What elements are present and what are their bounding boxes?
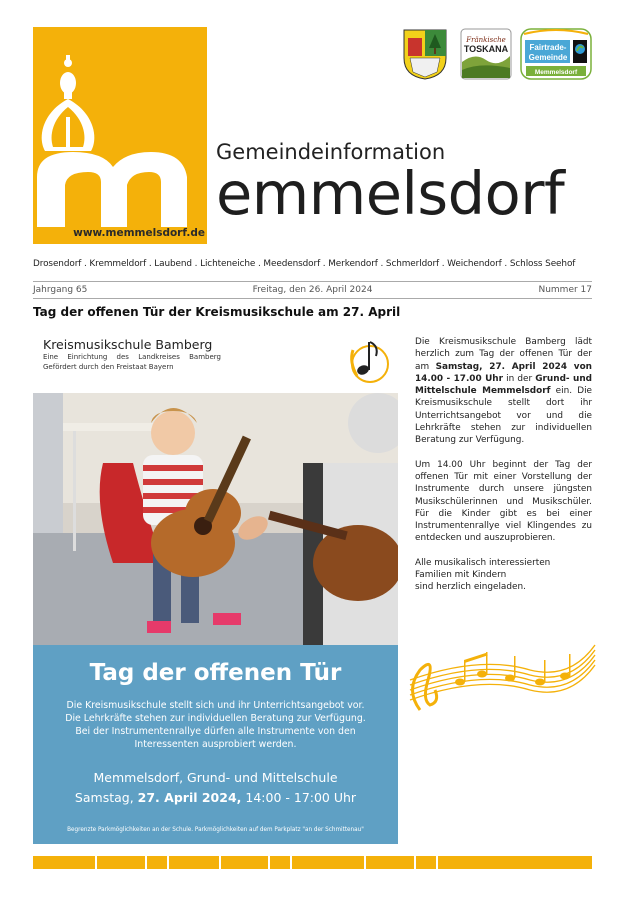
- music-notes-decoration-icon: [400, 640, 600, 715]
- footer-bar-segment: [97, 856, 145, 869]
- event-location: Memmelsdorf, Grund- und Mittelschule: [93, 770, 338, 785]
- article-headline: Tag der offenen Tür der Kreismusikschule am 27. April: [33, 305, 401, 319]
- event-date-prefix: Samstag,: [74, 790, 138, 805]
- fairtrade-place: Memmelsdorf: [534, 69, 578, 76]
- flyer-text-line: Bei der Instrumentenrallye dürfen alle Instrumente von den: [75, 726, 356, 737]
- text-run-bold: Samstag, 27. April 2024 von 14.00 - 17.00 Uhr: [415, 361, 592, 384]
- logo-memmelsdorf: [33, 27, 207, 244]
- article-paragraph: [415, 336, 592, 447]
- music-note-logo-icon: [343, 332, 393, 387]
- publication-title: emmelsdorf: [216, 159, 565, 228]
- toskana-script: Fränkische: [466, 36, 506, 44]
- footer-bar-segment: [366, 856, 414, 869]
- fairtrade-line1: Fairtrade-: [529, 43, 567, 52]
- toskana-badge-icon: [460, 28, 512, 80]
- footer-bar-segment: [221, 856, 268, 869]
- fairtrade-line2: Gemeinde: [528, 53, 568, 62]
- footer-bar-segment: [416, 856, 436, 869]
- flyer-title: Tag der offenen Tür: [89, 660, 342, 686]
- jahrgang: Jahrgang 65: [33, 285, 88, 295]
- text-line: Alle musikalisch interessierten: [415, 557, 551, 568]
- footer-bar-segment: [33, 856, 95, 869]
- fairtrade-badge-icon: [520, 28, 592, 80]
- coat-of-arms-icon: [402, 28, 448, 80]
- school-subline: Eine Einrichtung des Landkreises Bamberg: [43, 353, 221, 361]
- toskana-label: TOSKANA: [463, 44, 509, 54]
- text-run: Die Kreismusikschule Bamberg lädt herzlich zum Tag der offenen Tür der am: [415, 337, 592, 372]
- text-line: Familien mit Kindern: [415, 570, 507, 581]
- article-paragraph: [415, 557, 592, 594]
- event-time: 14:00 - 17:00 Uhr: [241, 790, 357, 805]
- footer-bar-segment: [169, 856, 219, 869]
- text-run: ein. Die Kreismusikschule stellt dort ihr Unterrichtsangebot vor und die Lehrkräfte stehen zur individuellen Beratung zur Verfügung.: [415, 386, 592, 446]
- school-name: Kreismusikschule Bamberg: [43, 337, 213, 352]
- footer-bar-segment: [292, 856, 364, 869]
- text-line: sind herzlich eingeladen.: [415, 582, 526, 593]
- issue-number: Nummer 17: [538, 285, 592, 295]
- church-tower-m-icon: [33, 27, 207, 244]
- event-date-bold: 27. April 2024,: [137, 790, 242, 805]
- event-date: [33, 790, 398, 805]
- flyer-text-line: Die Lehrkräfte stehen zur individuellen Beratung zur Verfügung.: [65, 713, 366, 724]
- footer-bar-segment: [438, 856, 592, 869]
- district-list: Drosendorf . Kremmeldorf . Laubend . Lichteneiche . Meedensdorf . Merkendorf . Schmerldorf . Weichendorf . Schloss Seehof: [33, 259, 576, 269]
- footer-bar-segment: [270, 856, 290, 869]
- flyer-description: [43, 699, 388, 751]
- article-body: [415, 336, 592, 606]
- article-paragraph: Um 14.00 Uhr beginnt der Tag der offenen Tür mit einer Vorstellung der Instrumente durch unsere jüngsten Musikschülerinnen und Musikschüler. Für die Kinder gibt es bei einer Instrumentenrallye viel Klingendes zu entdecken und auszuprobieren.: [415, 459, 592, 544]
- website-url[interactable]: www.memmelsdorf.de: [73, 227, 205, 239]
- flyer-text-line: Die Kreismusikschule stellt sich und ihr Unterrichtsangebot vor.: [66, 700, 365, 711]
- publication-subtitle: Gemeindeinformation: [216, 140, 446, 164]
- text-run-bold: Grund- und Mittelschule Memmelsdorf: [415, 373, 593, 397]
- footer-bar-segment: [147, 856, 167, 869]
- divider: [33, 281, 592, 282]
- issue-date: Freitag, den 26. April 2024: [252, 285, 373, 295]
- text-run: in der: [502, 373, 536, 384]
- photo-guitar-lesson: [33, 393, 398, 645]
- flyer-text-line: Interessenten ausprobiert werden.: [134, 739, 297, 750]
- divider: [33, 298, 592, 299]
- parking-note: Begrenzte Parkmöglichkeiten an der Schule. Parkmöglichkeiten auf dem Parkplatz "an der Schmittenau": [67, 827, 364, 833]
- school-subline: Gefördert durch den Freistaat Bayern: [43, 363, 174, 371]
